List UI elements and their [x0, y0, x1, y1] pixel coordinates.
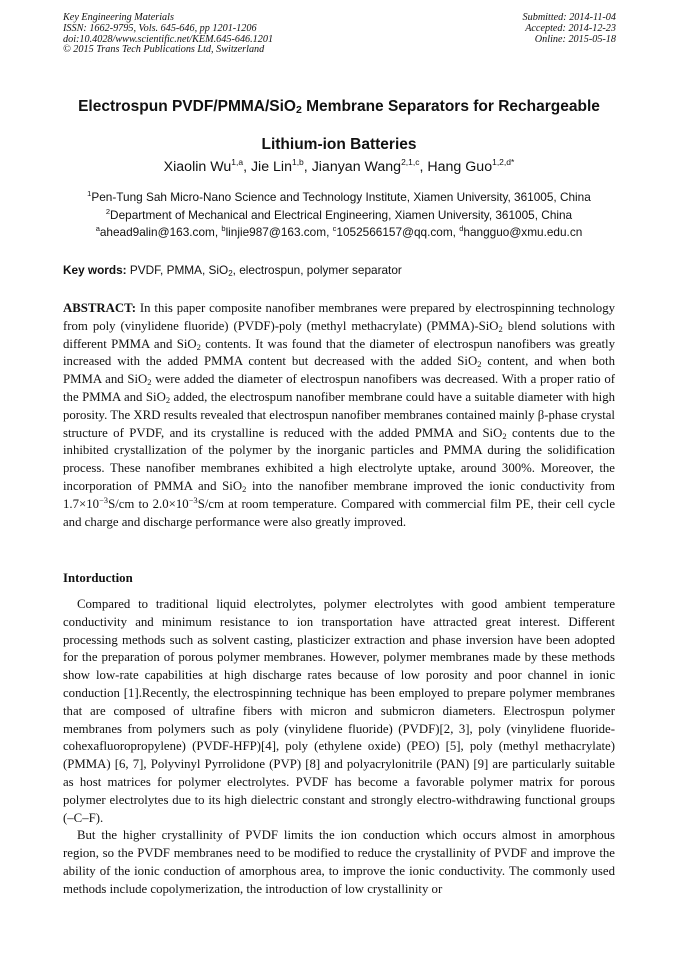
author-list: [40, 158, 638, 176]
title-line-1: Electrospun PVDF/PMMA/SiO$_2$ Membrane Separators for Rechargeable: [78, 98, 600, 116]
email-link[interactable]: $^c$1052566157@qq.com: [332, 224, 453, 239]
section-heading-introduction: Intorduction: [63, 571, 133, 585]
author: Hang Guo$^{1,2,d*}$: [427, 157, 515, 175]
affiliation-2: $^2$Department of Mechanical and Electrical Engineering, Xiamen University, 361005, China: [105, 206, 573, 222]
title-line-2: Lithium-ion Batteries: [261, 136, 417, 153]
journal-header-left: [63, 13, 273, 56]
introduction-body: [63, 596, 615, 899]
online-date: Online: 2015-05-18: [534, 33, 616, 45]
paper-title: [40, 88, 638, 164]
paragraph: But the higher crystallinity of PVDF limits the ion conduction which occurs almost in amorphous region, so the PVDF membranes need to be modified to reduce the crystallinity of PVDF and improve the ability of the ionic conduction of amorphous area, to improve the ionic conductivity. The commonly used methods include copolymerization, the introduction of low crystallinity or: [63, 828, 615, 896]
abstract-label: ABSTRACT:: [63, 301, 137, 315]
journal-header-right: [523, 13, 616, 45]
accepted-date: Accepted: 2014-12-23: [525, 22, 616, 34]
affiliation-1: $^1$Pen-Tung Sah Micro-Nano Science and Technology Institute, Xiamen University, 361005, China: [87, 189, 591, 204]
journal-copyright: © 2015 Trans Tech Publications Ltd, Switzerland: [63, 44, 265, 56]
email-link[interactable]: $^a$ahead9alin@163.com: [95, 224, 215, 239]
journal-issn: ISSN: 1662-9795, Vols. 645-646, pp 1201-1206: [63, 22, 257, 34]
submitted-date: Submitted: 2014-11-04: [522, 12, 616, 23]
keywords: Key words: PVDF, PMMA, SiO$_2$, electrospun, polymer separator: [63, 263, 402, 278]
journal-doi[interactable]: doi:10.4028/www.scientific.net/KEM.645-646.1201: [63, 33, 274, 45]
author: Jianyan Wang$^{2,1,c}$,: [311, 157, 428, 175]
journal-name: Key Engineering Materials: [63, 12, 174, 23]
email-link[interactable]: $^b$linjie987@163.com: [221, 224, 327, 239]
affiliations: [40, 189, 638, 242]
email-link[interactable]: $^d$hangguo@xmu.edu.cn: [459, 224, 583, 239]
author: Xiaolin Wu$^{1,a}$,: [163, 157, 251, 175]
paragraph: Compared to traditional liquid electrolytes, polymer electrolytes with good ambient temperature conductivity and minimum resistance to ion transportation have attracted great interest. Different processing methods such as solvent casting, plasticizer extraction and phase inversion have been adopted for the preparation of porous polymer membranes. However, polymer membranes made by these methods show low-rate capabilities at high discharge rates because of low porosity and poor channel in ionic conduction [1].Recently, the electrospinning technique has been employed to prepare polymer membranes that are composed of ultrafine fibers with micron and submicron diameters. Electrospun polymer membranes from polymers such as poly (vinylidene fluoride) (PVDF)[2, 3], poly (vinylidene fluoride-cohexafluoropropylene) (PVDF-HFP)[4], poly (ethylene oxide) (PEO) [5], poly (methyl methacrylate) (PMMA) [6, 7], Polyvinyl Pyrrolidone (PVP) [8] and polyacrylonitrile (PAN) [9] are particularly suitable as host matrices for polymer electrolytes. PVDF has become a favorable polymer matrix for porous polymer electrolytes due to its high dielectric constant and strongly electro-withdrawing functional groups (–C–F).: [63, 597, 615, 825]
author: Jie Lin$^{1,b}$,: [250, 157, 312, 175]
keywords-label: Key words:: [63, 263, 127, 277]
author-emails: $^a$ahead9alin@163.com, $^b$linjie987@163.com, $^c$1052566157@qq.com, $^d$hangguo@xmu.edu.cn: [95, 224, 583, 239]
abstract: ABSTRACT: In this paper composite nanofiber membranes were prepared by electrospinning technology from poly (vinylidene fluoride) (PVDF)-poly (methyl methacrylate) (PMMA)-SiO$_2$ blend solutions with different PMMA and SiO$_2$ contents. It was found that the diameter of electrospun nanofibers was greatly increased with the added PMMA content but decreased with the added SiO$_2$ content, and when both PMMA and SiO$_2$ were added the diameter of electrospun nanofibers was decreased. With a proper ratio of the PMMA and SiO$_2$ added, the electrospum nanofiber membrane could have a suitable diameter with high porosity. The XRD results revealed that electrospun nanofiber membranes contained mainly β-phase crystal structure of PVDF, and its crystalline is reduced with the added PMMA and SiO$_2$ contents due to the inhibited crystallization of the polymer by the inorganic particles and PMMA during the solidification process. These nanofiber membranes exhibited a high electrolyte uptake, around 300%. Moreover, the incorporation of PMMA and SiO$_2$ into the nanofiber membrane improved the ionic conductivity from $1.7\times 10^{-3}S/cm$ to $2.0\times 10^{-3}S/cm$ at room temperature. Compared with commercial film PE, their cell cycle and charge and discharge performance were also greatly improved.: [63, 301, 616, 529]
